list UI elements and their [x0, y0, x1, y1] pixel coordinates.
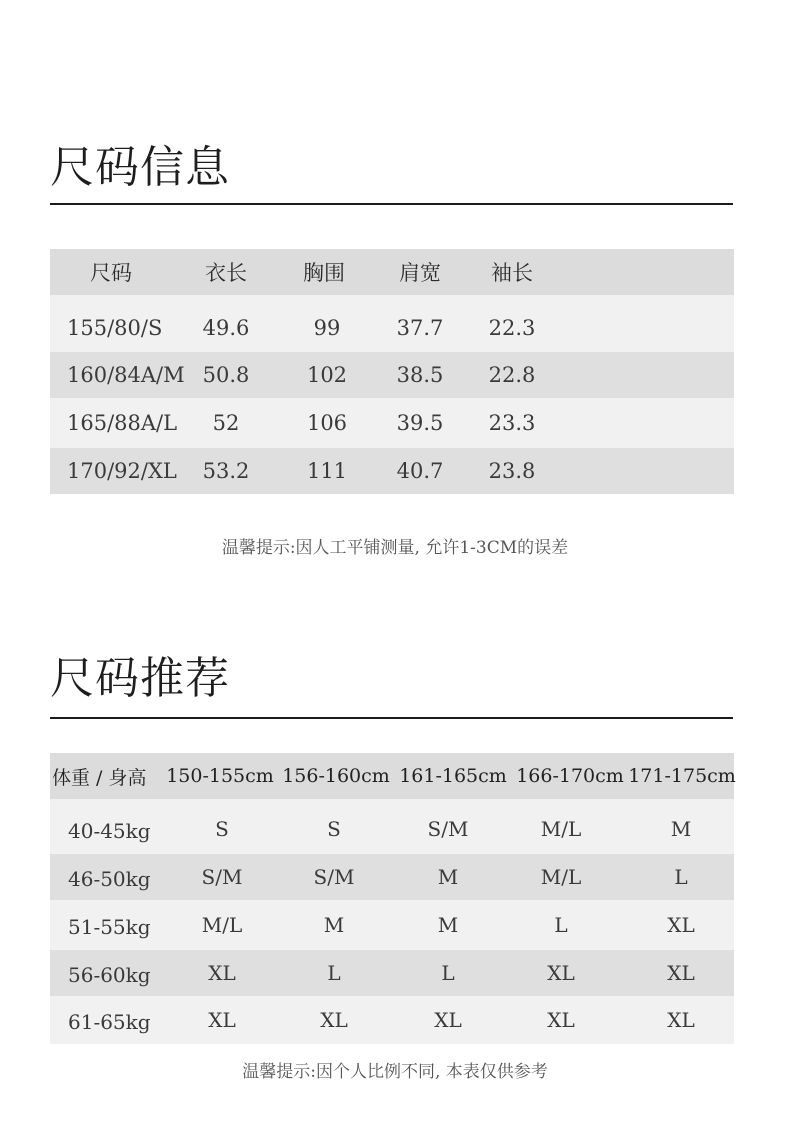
size-recommend-table: [50, 753, 734, 1044]
size-cell: XL: [667, 961, 695, 985]
size-cell: M: [437, 913, 459, 937]
size-cell: 155/80/S: [67, 316, 163, 340]
header-height-171-175: 171-175cm: [628, 765, 736, 787]
size-info-title: 尺码信息: [50, 142, 230, 193]
size-cell: M/L: [540, 865, 582, 889]
chest-cell: 99: [313, 316, 341, 340]
table-row: [50, 950, 734, 996]
chest-cell: 106: [306, 411, 348, 435]
weight-cell: 61-65kg: [68, 1010, 151, 1034]
weight-cell: 51-55kg: [68, 915, 151, 939]
weight-cell: 40-45kg: [68, 818, 151, 843]
header-shoulder: 肩宽: [399, 261, 441, 285]
size-cell: S/M: [201, 865, 243, 889]
weight-cell: 56-60kg: [68, 963, 151, 987]
size-cell: M/L: [540, 817, 582, 841]
sleeve-cell: 23.8: [488, 459, 536, 483]
size-recommend-title: 尺码推荐: [50, 653, 230, 704]
weight-cell: 46-50kg: [68, 867, 151, 891]
chest-cell: 111: [306, 459, 348, 483]
size-cell: M: [670, 817, 692, 841]
size-cell: XL: [547, 1008, 575, 1032]
size-cell: M: [437, 865, 459, 889]
size-cell: M: [323, 913, 345, 937]
size-cell: XL: [434, 1008, 462, 1032]
header-height-156-160: 156-160cm: [282, 765, 390, 787]
shoulder-cell: 39.5: [396, 411, 444, 435]
table-row: [50, 398, 734, 448]
chest-cell: 102: [306, 363, 348, 387]
table-row: [50, 799, 734, 854]
header-height-161-165: 161-165cm: [399, 765, 507, 787]
table-row: [50, 352, 734, 398]
size-cell: XL: [667, 913, 695, 937]
sleeve-cell: 23.3: [488, 411, 536, 435]
table-row: [50, 295, 734, 352]
table-row: [50, 448, 734, 494]
size-cell: XL: [667, 1008, 695, 1032]
length-cell: 49.6: [202, 316, 250, 340]
length-cell: 52: [212, 411, 240, 435]
size-cell: 165/88A/L: [67, 411, 178, 435]
size-cell: L: [327, 961, 341, 985]
size-cell: S/M: [313, 865, 355, 889]
size-recommend-divider: [50, 717, 733, 719]
size-cell: L: [554, 913, 568, 937]
size-cell: S: [215, 817, 229, 841]
header-size: 尺码: [90, 261, 132, 285]
size-info-note: 温馨提示:因人工平铺测量, 允许1-3CM的误差: [221, 538, 569, 558]
size-cell: L: [441, 961, 455, 985]
header-chest: 胸围: [303, 261, 345, 285]
table-row: [50, 900, 734, 950]
length-cell: 50.8: [202, 363, 250, 387]
size-cell: L: [674, 865, 688, 889]
header-weight-height: 体重 / 身高: [52, 766, 147, 789]
size-cell: S/M: [427, 817, 469, 841]
length-cell: 53.2: [202, 459, 250, 483]
header-sleeve: 袖长: [491, 261, 533, 285]
size-recommend-note: 温馨提示:因个人比例不同, 本表仅供参考: [242, 1062, 548, 1082]
size-cell: XL: [208, 961, 236, 985]
header-height-166-170: 166-170cm: [516, 765, 624, 787]
sleeve-cell: 22.3: [488, 316, 536, 340]
table-header-row: [50, 249, 734, 295]
size-info-table: [50, 249, 734, 494]
header-height-150-155: 150-155cm: [166, 765, 274, 787]
sleeve-cell: 22.8: [488, 363, 536, 387]
shoulder-cell: 37.7: [396, 316, 444, 340]
size-cell: M/L: [201, 913, 243, 937]
size-cell: 170/92/XL: [67, 459, 177, 483]
size-cell: XL: [547, 961, 575, 985]
size-cell: S: [327, 817, 341, 841]
shoulder-cell: 38.5: [396, 363, 444, 387]
size-info-divider: [50, 203, 733, 205]
size-cell: XL: [208, 1008, 236, 1032]
table-row: [50, 854, 734, 900]
shoulder-cell: 40.7: [396, 459, 444, 483]
table-row: [50, 996, 734, 1044]
size-cell: 160/84A/M: [67, 363, 185, 387]
header-length: 衣长: [205, 261, 247, 285]
size-cell: XL: [320, 1008, 348, 1032]
table-header-row: [50, 753, 734, 799]
